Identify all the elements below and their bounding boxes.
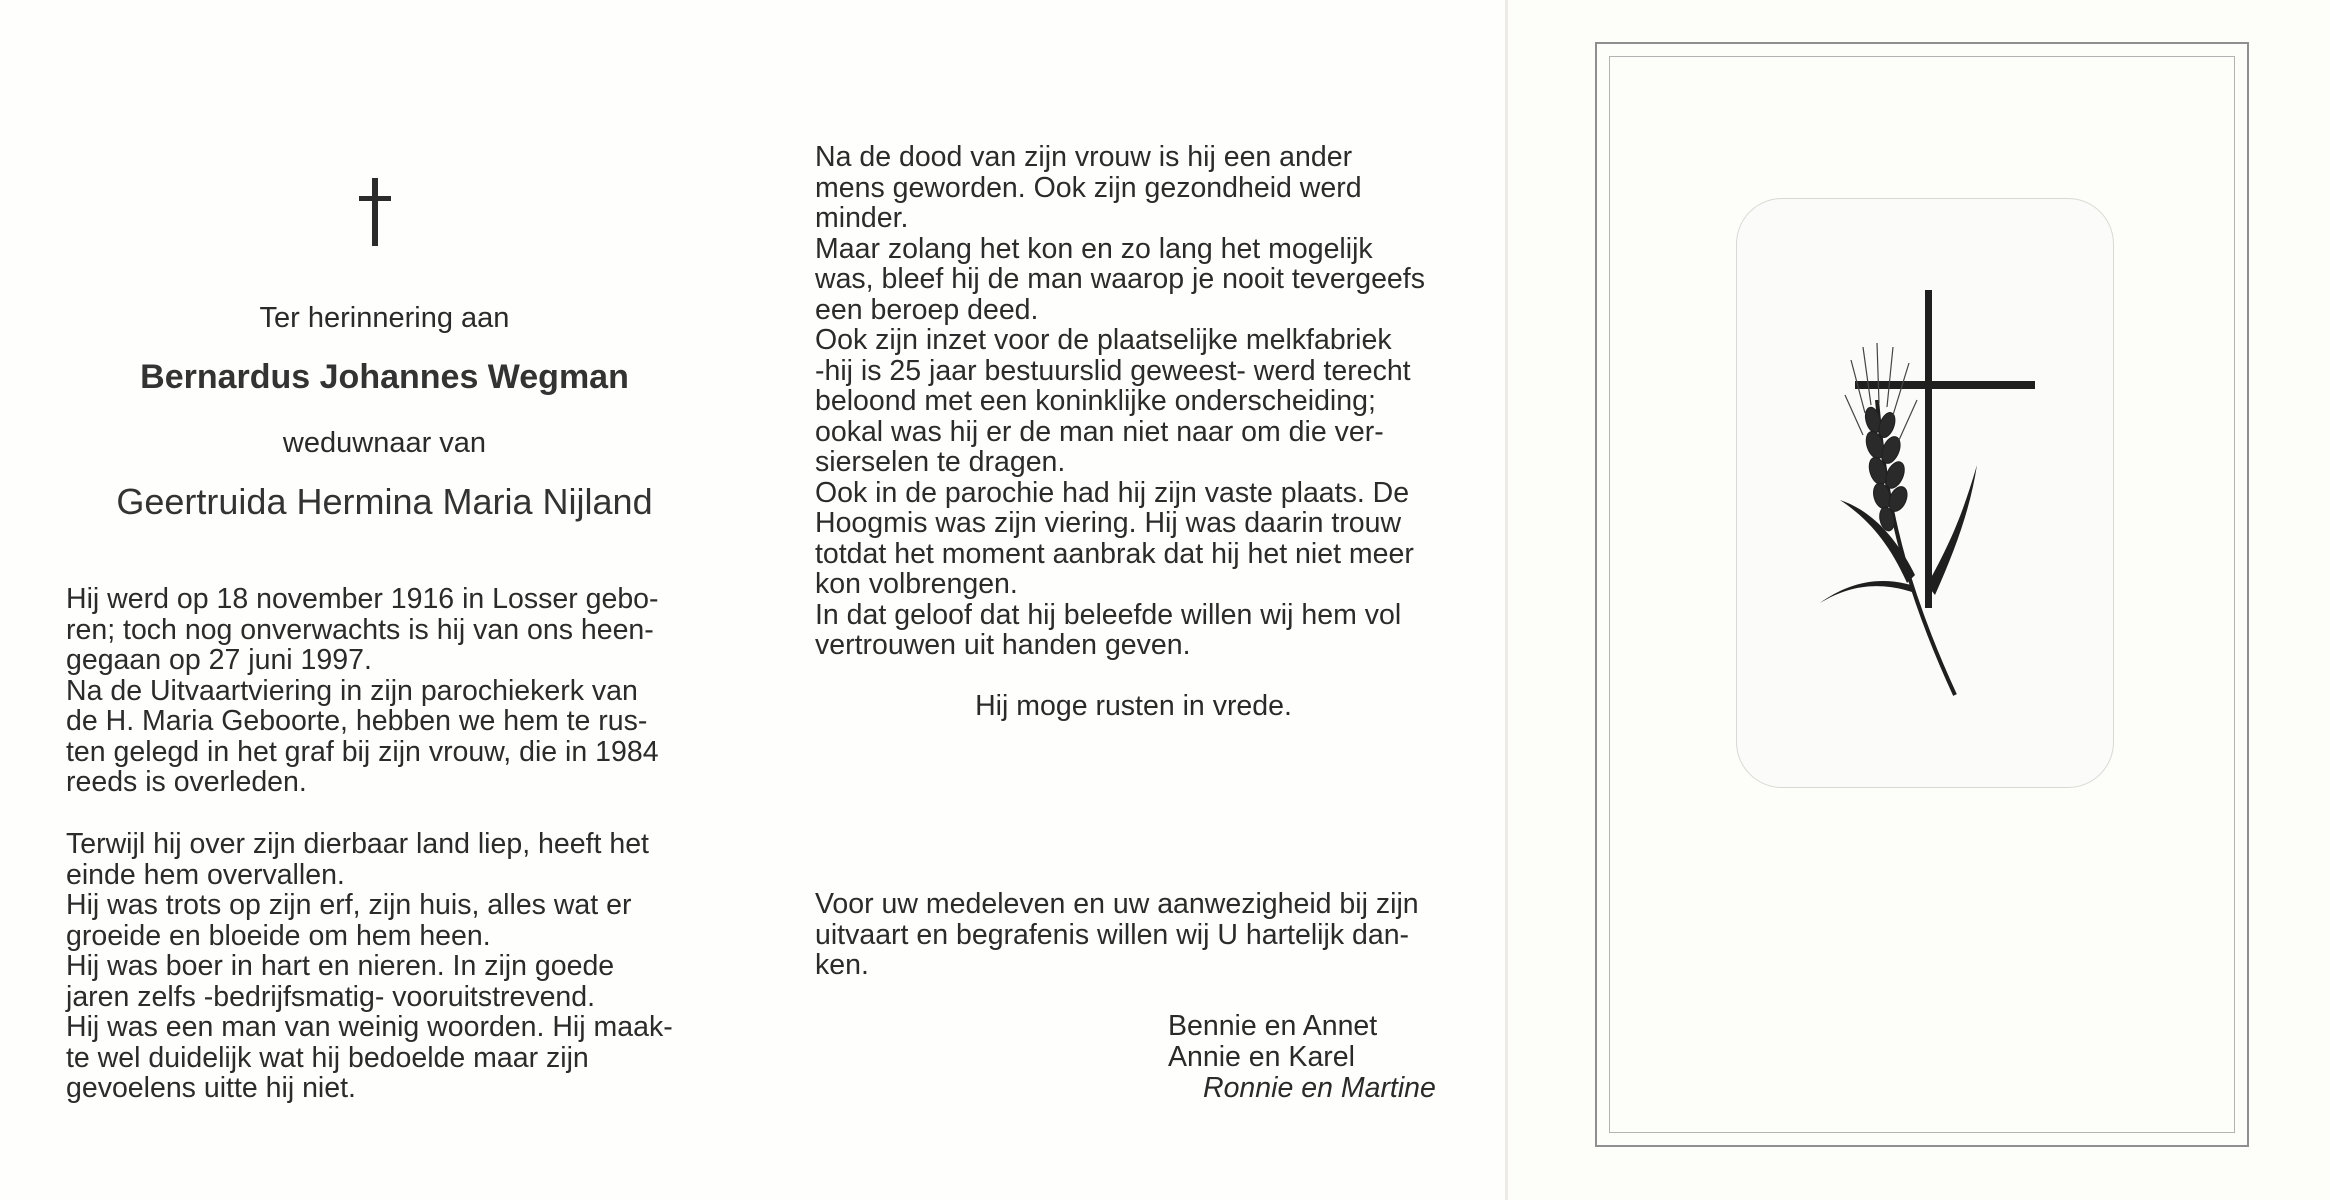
text-line: Ook in de parochie had hij zijn vaste plaats. De [815, 476, 1410, 509]
text-line: Na de Uitvaartviering in zijn parochiekerk van [66, 674, 638, 707]
text-line: sierselen te dragen. [815, 446, 1066, 478]
text-line: Maar zolang het kon en zo lang het mogelijk [815, 232, 1373, 265]
cross-with-wheat-icon [1815, 285, 2040, 705]
text-line: beloond met een koninklijke onderscheiding; [815, 385, 1376, 417]
text-line: reeds is overleden. [66, 766, 307, 798]
text-line: vertrouwen uit handen geven. [815, 629, 1191, 661]
deceased-name: Bernardus Johannes Wegman [140, 358, 629, 396]
text-line: mens geworden. Ook zijn gezondheid werd [815, 171, 1362, 204]
text-line: Ook zijn inzet voor de plaatselijke melkfabriek [815, 324, 1392, 356]
signature-line: Annie en Karel [1168, 1041, 1355, 1073]
text-line: Terwijl hij over zijn dierbaar land liep, heeft het [66, 828, 649, 860]
cross-icon [355, 178, 395, 248]
text-line: minder. [815, 202, 909, 234]
text-line: uitvaart en begrafenis willen wij U hartelijk dan- [815, 918, 1410, 951]
text-line: totdat het moment aanbrak dat hij het niet meer [815, 537, 1414, 570]
text-line: ten gelegd in het graf bij zijn vrouw, die in 1984 [66, 735, 659, 768]
text-line: einde hem overvallen. [66, 858, 345, 891]
text-line: -hij is 25 jaar bestuurslid geweest- werd terecht [815, 354, 1411, 387]
text-line: de H. Maria Geboorte, hebben we hem te rus- [66, 705, 648, 737]
text-line: Na de dood van zijn vrouw is hij een ander [815, 141, 1353, 173]
biography-paragraph-3 [815, 142, 1452, 661]
rest-in-peace: Hij moge rusten in vrede. [975, 690, 1292, 722]
text-line: Hij was boer in hart en nieren. In zijn goede [66, 950, 615, 982]
text-line: groeide en bloeide om hem heen. [66, 919, 491, 952]
text-line: te wel duidelijk wat hij bedoelde maar zijn [66, 1041, 589, 1074]
intro-text: Ter herinnering aan [259, 302, 510, 334]
relation-text: weduwnaar van [282, 427, 487, 459]
spouse-name: Geertruida Hermina Maria Nijland [116, 481, 653, 522]
text-line: jaren zelfs -bedrijfsmatig- vooruitstrevend. [66, 980, 596, 1013]
text-line: was, bleef hij de man waarop je nooit tevergeefs [815, 263, 1425, 295]
text-line: Hij werd op 18 november 1916 in Losser gebo- [66, 583, 659, 615]
text-line: Hoogmis was zijn viering. Hij was daarin trouw [815, 507, 1402, 539]
text-line: ken. [815, 949, 869, 981]
text-line: ren; toch nog onverwachts is hij van ons heen- [66, 613, 654, 646]
text-line: gegaan op 27 juni 1997. [66, 644, 372, 676]
biography-paragraph-1 [66, 584, 706, 798]
text-line: Hij was een man van weinig woorden. Hij maak- [66, 1011, 673, 1043]
signature-line: Bennie en Annet [1168, 1010, 1378, 1042]
signature-line: Ronnie en Martine [1203, 1072, 1436, 1104]
text-line: een beroep deed. [815, 293, 1039, 326]
thanks-paragraph [815, 889, 1452, 981]
text-line: In dat geloof dat hij beleefde willen wij hem vol [815, 598, 1402, 631]
text-line: kon volbrengen. [815, 568, 1018, 600]
text-line: gevoelens uitte hij niet. [66, 1072, 356, 1104]
text-line: Hij was trots op zijn erf, zijn huis, alles wat er [66, 889, 632, 921]
text-line: ookal was hij er de man niet naar om die ver- [815, 415, 1384, 448]
biography-paragraph-2 [66, 829, 706, 1104]
text-line: Voor uw medeleven en uw aanwezigheid bij zijn [815, 888, 1419, 920]
